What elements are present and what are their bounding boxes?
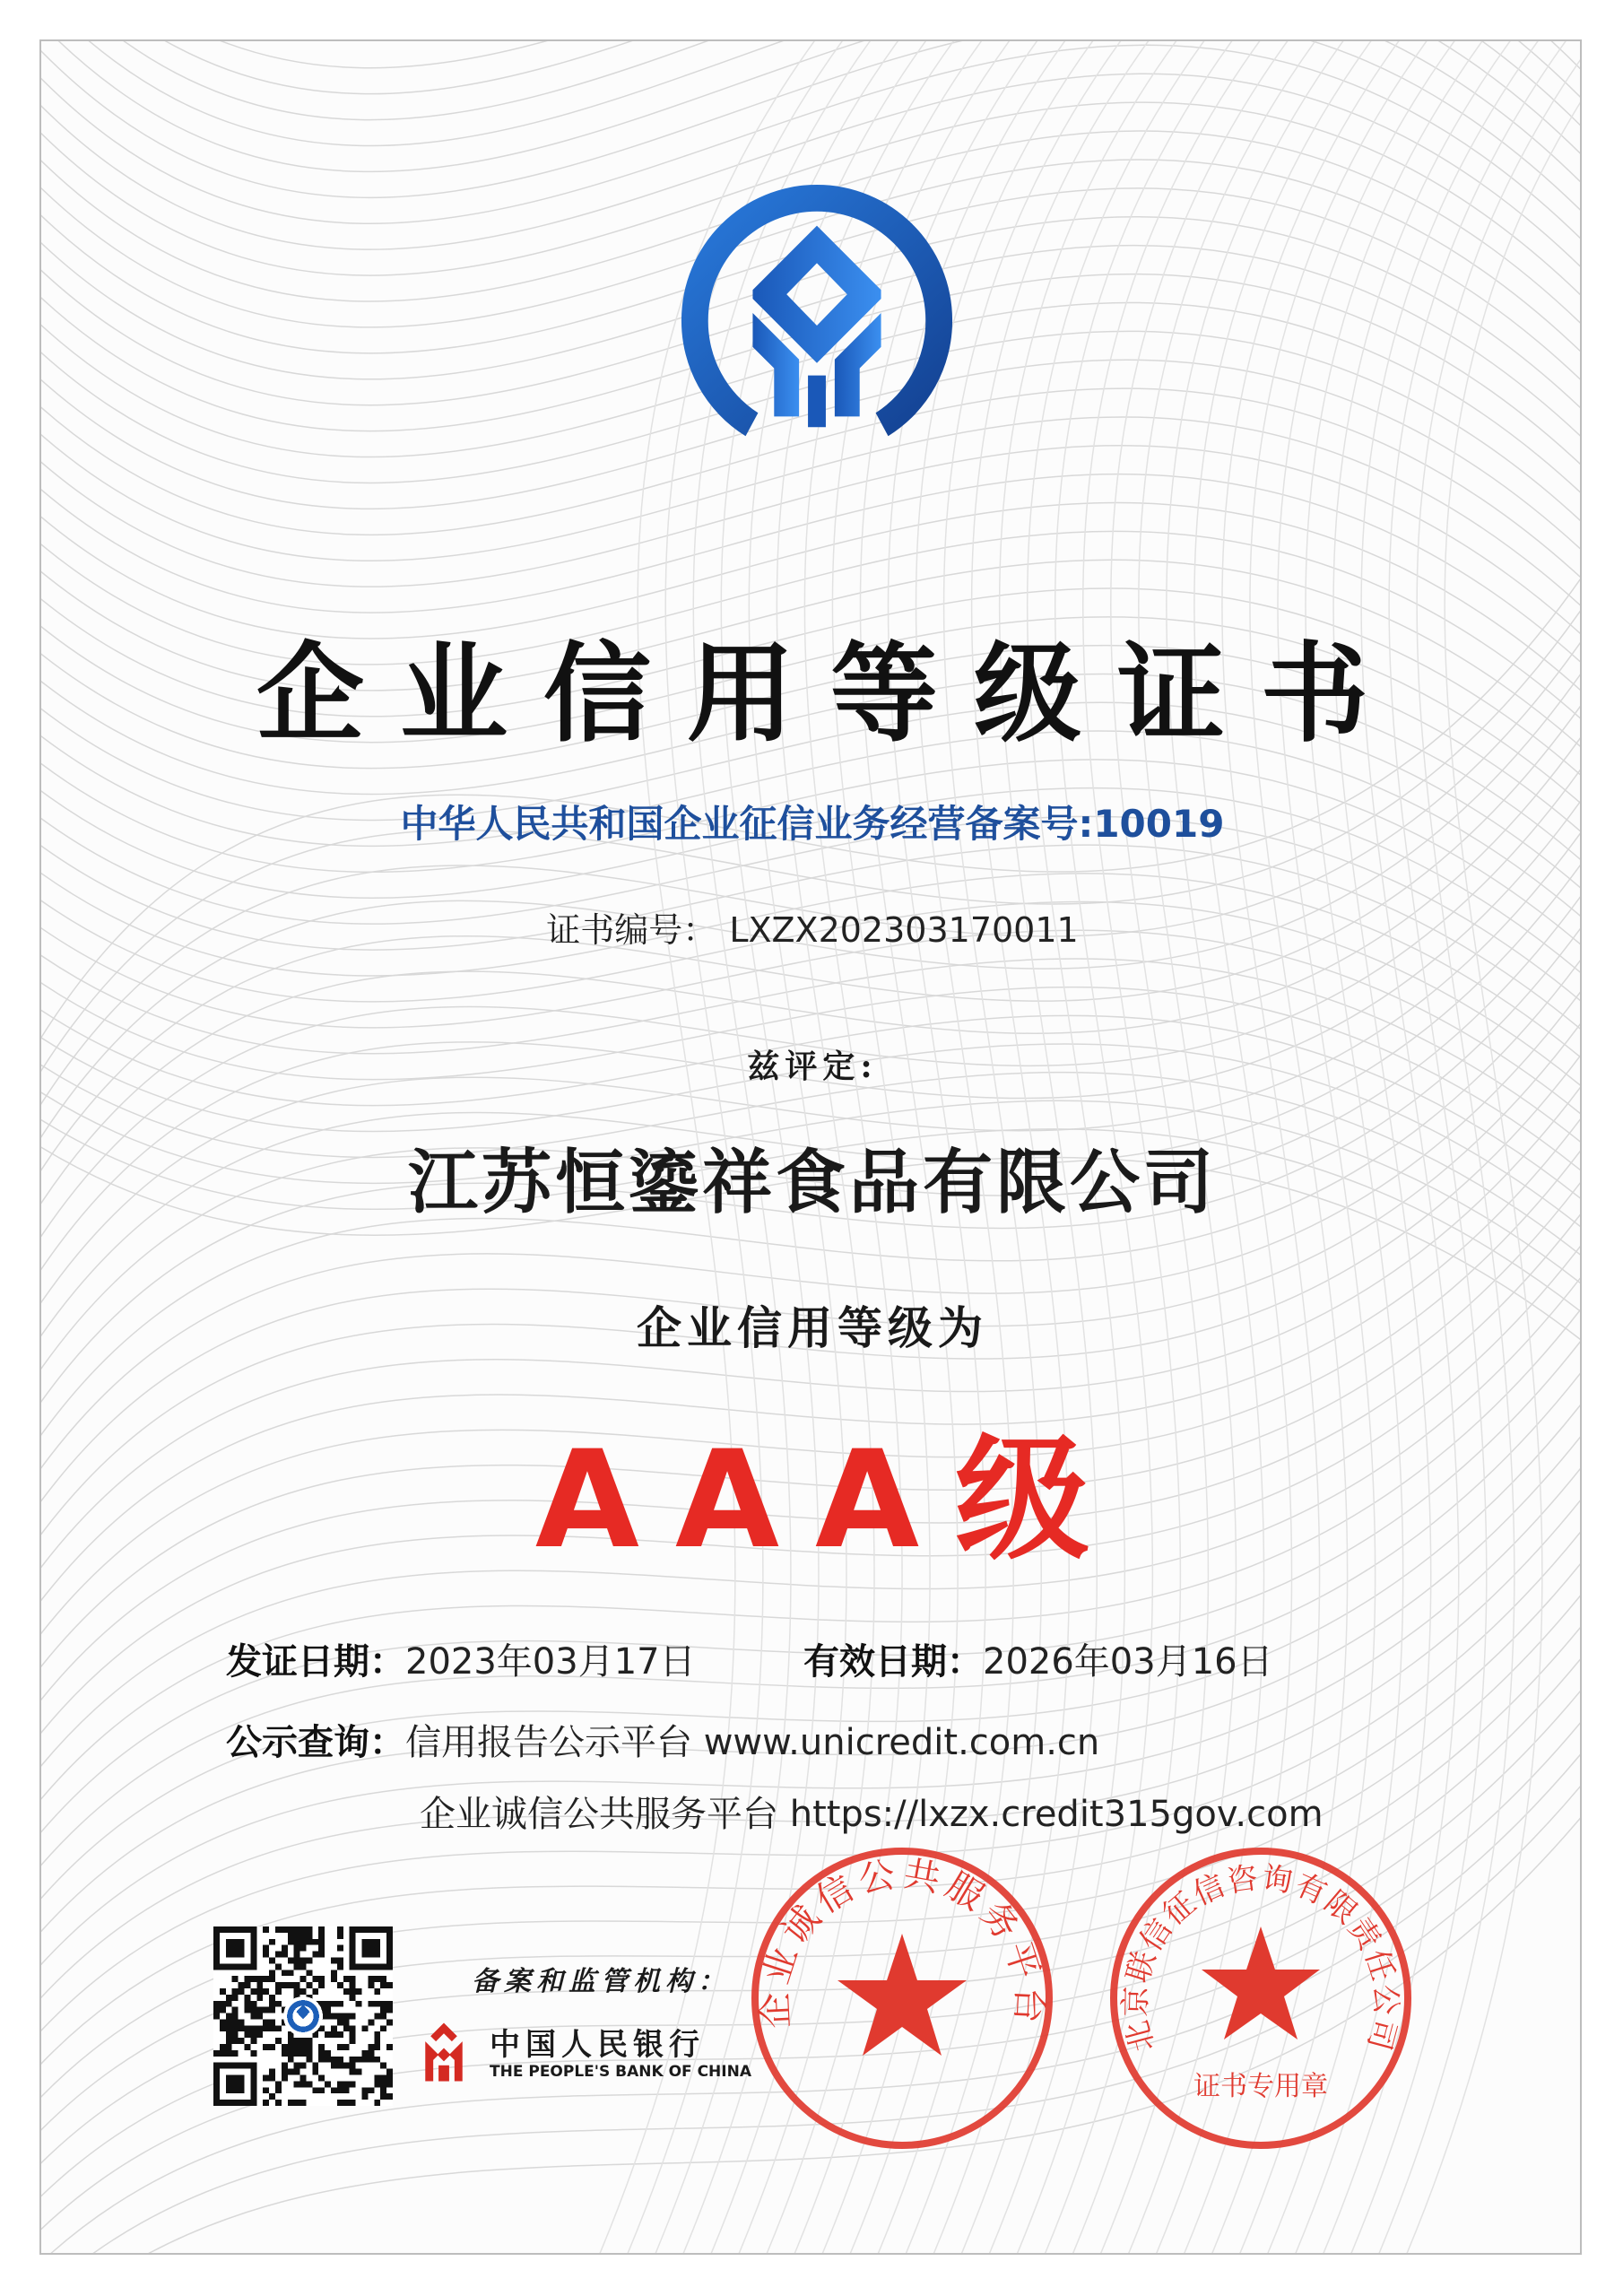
issue-date-value: 2023年03月17日 [405,1641,696,1683]
seal1-ring-text: 企业诚信公共服务平台 [754,1853,1050,2030]
public-query-label: 公示查询： [226,1722,405,1763]
valid-date-label: 有效日期： [803,1641,983,1683]
credit-grade: AAA级 [534,1422,1126,1578]
credit-emblem-icon [674,178,959,463]
seal2-bottom-text: 证书专用章 [1193,2071,1328,2102]
certificate-title: 企业信用等级证书 [256,632,1404,757]
pboc-logo-icon [411,2019,477,2085]
public-query-line2: 企业诚信公共服务平台 https://lxzx.credit315gov.com [420,1794,1324,1835]
cert-no-value: LXZX202303170011 [729,910,1079,950]
public-query-line1: 信用报告公示平台 www.unicredit.com.cn [405,1722,1100,1763]
company-name: 江苏恒鎏祥食品有限公司 [407,1142,1217,1223]
certificate-frame [39,39,1582,2255]
level-label: 企业信用等级为 [637,1301,988,1354]
qr-code-icon [213,1926,393,2106]
valid-date-value: 2026年03月16日 [983,1641,1273,1683]
issue-date-label: 发证日期： [226,1641,405,1683]
regulator-label: 备案和监管机构： [472,1966,730,1997]
seal-platform-stamp [748,1844,1056,2152]
cert-no-label: 证书编号： [546,910,717,950]
issue-date [226,1633,696,1684]
public-query [226,1714,1099,1765]
certificate-number [41,902,1582,952]
seal-company-stamp [1107,1844,1415,2152]
seal2-ring-text: 北京联信征信咨询有限责任公司 [1117,1859,1404,2056]
valid-date [803,1633,1273,1684]
pboc-name-en: THE PEOPLE'S BANK OF CHINA [490,2063,751,2081]
assessed-label: 兹评定: [747,1048,878,1085]
pboc-name-cn: 中国人民银行 [490,2027,705,2063]
registration-line: 中华人民共和国企业征信业务经营备案号:10019 [400,802,1225,846]
